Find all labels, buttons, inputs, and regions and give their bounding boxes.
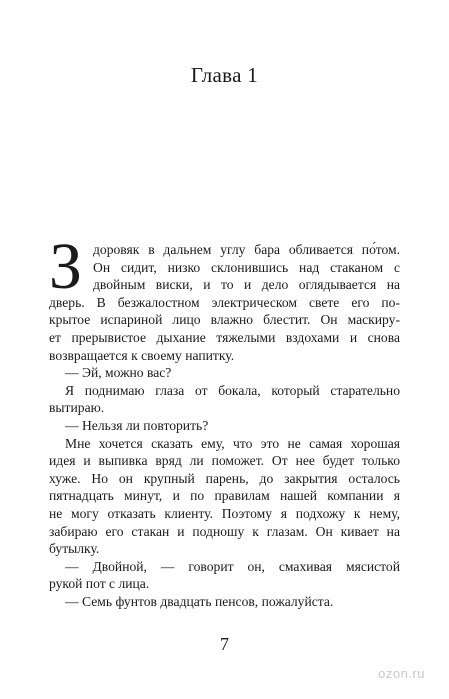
text-line: доровяк в дальнем углу бара обливается по́том. <box>93 242 400 257</box>
text-line: хуже. Но он крупный парень, до закрытия осталось <box>49 471 400 486</box>
text-line: Он сидит, низко склонившись над стаканом с <box>93 260 400 275</box>
text-line: бутылку. <box>49 541 100 556</box>
text-line: вытираю. <box>49 400 105 415</box>
text-line: двойным виски, и то и дело оглядывается на <box>93 277 400 292</box>
text-line: забираю его стакан и подношу к глазам. Он кивает на <box>49 524 400 539</box>
text-line: дверь. В безжалостном электрическом свете его по- <box>49 295 400 310</box>
text-line: — Эй, можно вас? <box>65 365 172 380</box>
chapter-title: Глава 1 <box>190 63 259 87</box>
drop-cap: З <box>49 230 83 303</box>
text-line: рукой пот с лица. <box>49 576 150 591</box>
text-line: не могу отказать клиенту. Поэтому я подхожу к нему, <box>49 506 400 521</box>
text-line: идея и выпивка вряд ли поможет. От нее будет только <box>49 453 400 468</box>
text-line: ет прерывистое дыхание тяжелыми вздохами и снова <box>49 330 400 345</box>
text-line: Мне хочется сказать ему, что это не самая хорошая <box>65 436 400 451</box>
text-line: крытое испариной лицо влажно блестит. Он маскиру- <box>49 312 400 327</box>
text-line: пятнадцать минут, и по правилам нашей компании я <box>49 488 400 503</box>
text-line: — Двойной, — говорит он, смахивая мясистой <box>65 559 400 574</box>
page-number: 7 <box>220 634 229 654</box>
text-line: Я поднимаю глаза от бокала, который старательно <box>65 383 400 398</box>
text-line: — Семь фунтов двадцать пенсов, пожалуйста. <box>65 594 334 609</box>
text-line: возвращается к своему напитку. <box>49 348 235 363</box>
watermark: ozon.ru <box>378 666 425 681</box>
text-line: — Нельзя ли повторить? <box>65 418 209 433</box>
